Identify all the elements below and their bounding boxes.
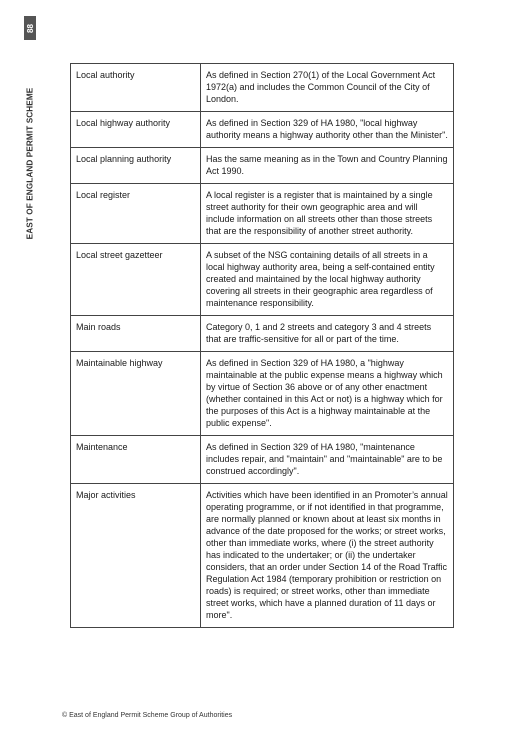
side-title-text: EAST OF ENGLAND PERMIT SCHEME xyxy=(25,87,35,239)
table-row xyxy=(71,148,454,184)
page-number: 88 xyxy=(25,23,35,33)
definition-cell: Activities which have been identified in an Promoter’s annual operating programme, or if not identified in that programme, are normally planned or known about at least six months in advance of the date proposed for the works; or street works, other than immediate works, where (i) the street authority has indicated to the undertaker; or (ii) the undertaker considers, that an order under Section 14 of the Road Traffic Regulation Act 1984 (temporary prohibition or restriction on roads) is required; or street works, other than immediate street works, which have a planned duration of 11 days or more". xyxy=(201,484,454,628)
definition-cell: As defined in Section 329 of HA 1980, "maintenance includes repair, and "maintain" and "maintainable" are to be construed accordingly". xyxy=(201,436,454,484)
table-row xyxy=(71,112,454,148)
definition-cell: As defined in Section 329 of HA 1980, a "highway maintainable at the public expense means a highway which by virtue of Section 36 above or of any other enactment (whether contained in this Act or not) is a highway which for the purposes of this Act is a highway maintainable at the public expense". xyxy=(201,352,454,436)
footer-copyright: © East of England Permit Scheme Group of Authorities xyxy=(62,712,233,719)
term-cell: Local planning authority xyxy=(71,148,201,184)
table-row xyxy=(71,436,454,484)
term-cell: Maintainable highway xyxy=(71,352,201,436)
term-cell: Maintenance xyxy=(71,436,201,484)
table-row xyxy=(71,184,454,244)
term-cell: Local highway authority xyxy=(71,112,201,148)
term-cell: Local street gazetteer xyxy=(71,244,201,316)
table-row xyxy=(71,244,454,316)
definition-cell: As defined in Section 270(1) of the Local Government Act 1972(a) and includes the Common Council of the City of London. xyxy=(201,64,454,112)
definition-cell: As defined in Section 329 of HA 1980, "local highway authority means a highway authority other than the Minister". xyxy=(201,112,454,148)
page-number-tab xyxy=(24,16,36,40)
definition-cell: A local register is a register that is maintained by a single street authority for their own geographic area and will include information on all streets other than those streets that are the responsibility of another street authority. xyxy=(201,184,454,244)
side-title xyxy=(24,68,36,258)
term-cell: Major activities xyxy=(71,484,201,628)
term-cell: Local register xyxy=(71,184,201,244)
definitions-table xyxy=(70,63,454,628)
definition-cell: Has the same meaning as in the Town and Country Planning Act 1990. xyxy=(201,148,454,184)
definition-cell: A subset of the NSG containing details of all streets in a local highway authority area, being a self-contained entity created and maintained by the local highway authority covering all streets in their geographic area regardless of maintenance responsibility. xyxy=(201,244,454,316)
table-row xyxy=(71,316,454,352)
definition-cell: Category 0, 1 and 2 streets and category 3 and 4 streets that are traffic-sensitive for all or part of the time. xyxy=(201,316,454,352)
term-cell: Local authority xyxy=(71,64,201,112)
term-cell: Main roads xyxy=(71,316,201,352)
table-row xyxy=(71,64,454,112)
table-row xyxy=(71,484,454,628)
table-row xyxy=(71,352,454,436)
